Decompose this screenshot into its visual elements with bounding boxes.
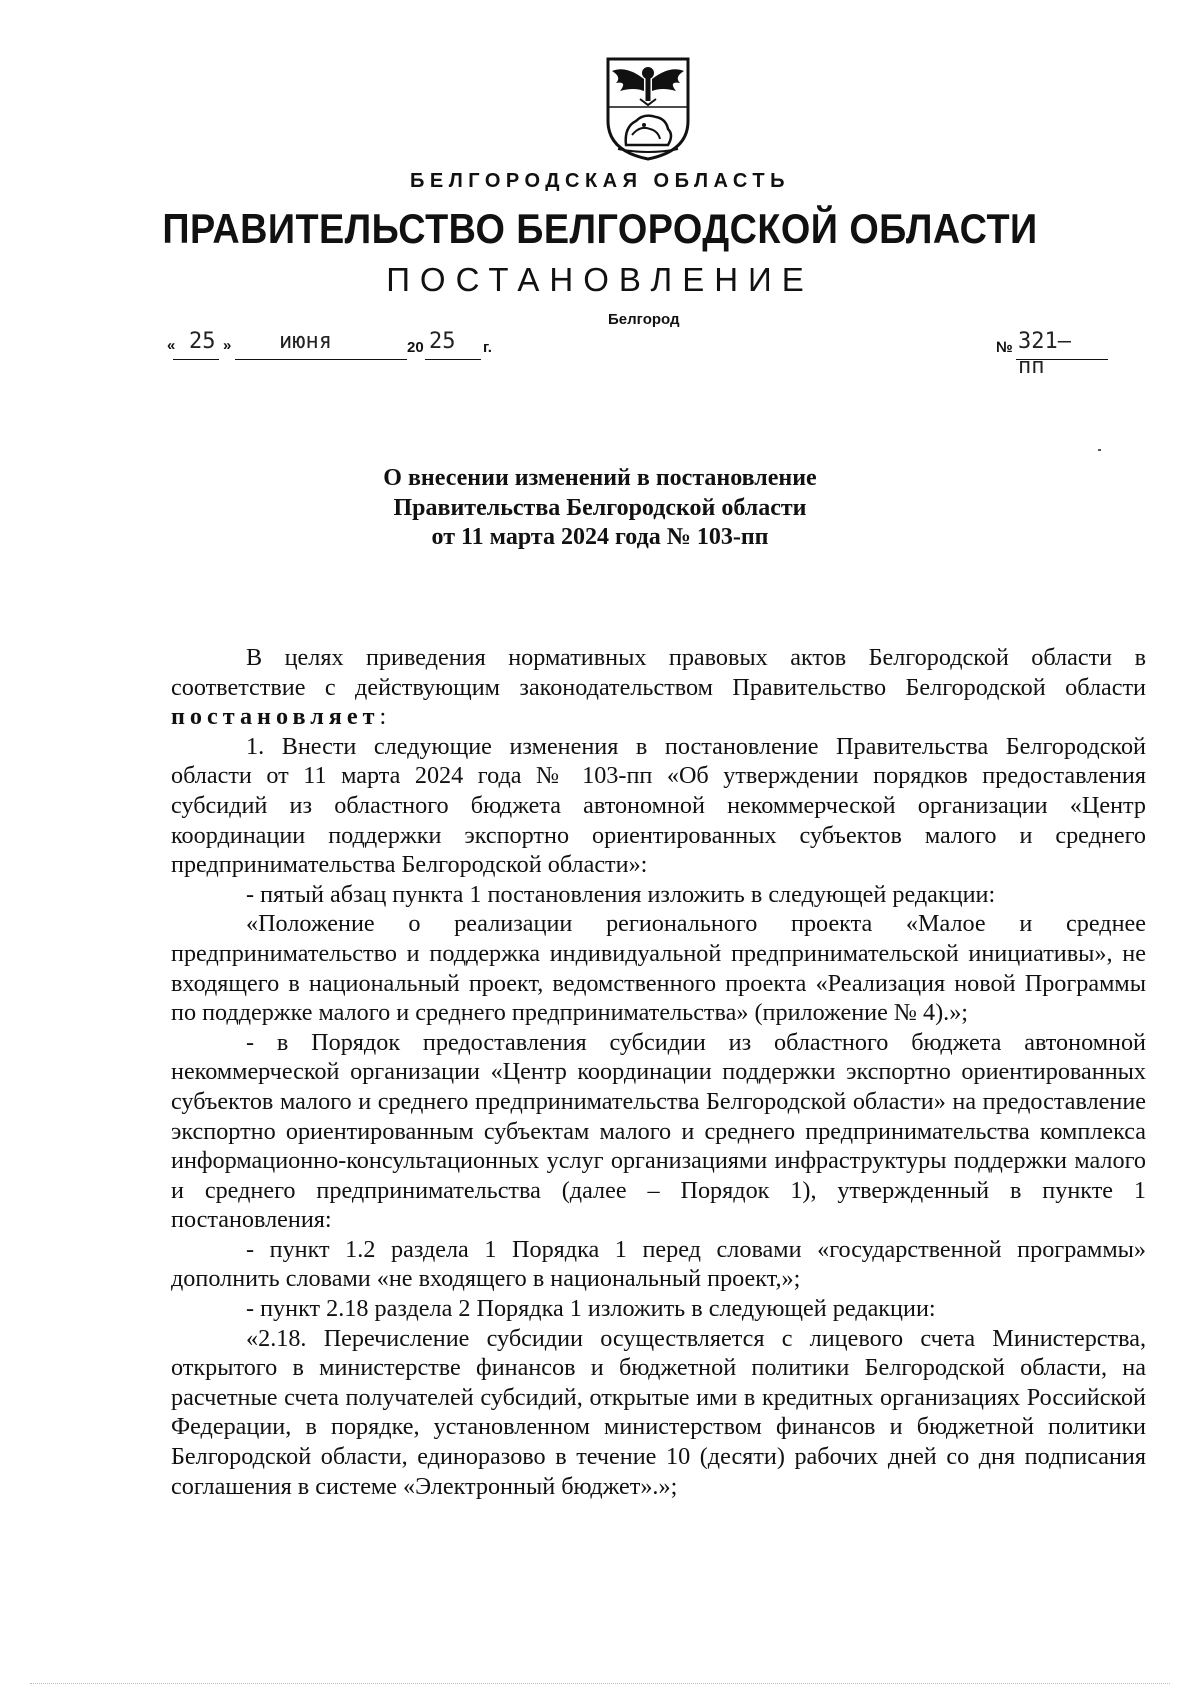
document-type: ПОСТАНОВЛЕНИЕ	[386, 261, 814, 298]
scan-mark	[1098, 449, 1101, 451]
date-quote-open: «	[167, 337, 176, 354]
document-subject	[0, 464, 1200, 553]
date-month-underline	[235, 359, 407, 360]
government-title: ПРАВИТЕЛЬСТВО БЕЛГОРОДСКОЙ ОБЛАСТИ	[162, 205, 1038, 252]
date-month: июня	[279, 329, 332, 354]
region-label: БЕЛГОРОДСКАЯ ОБЛАСТЬ	[410, 170, 790, 192]
date-year-suffix: 25	[429, 329, 456, 354]
preamble-text: В целях приведения нормативных правовых актов Белгородской области в соответствие с действующим законодательством Правительство Белгородской области	[171, 644, 1146, 701]
number-label: №	[996, 339, 1013, 356]
resolves-word: постановляет	[171, 703, 380, 731]
scan-edge-line	[30, 1683, 1170, 1684]
subject-line-1: О внесении изменений в постановление	[383, 465, 817, 491]
paragraph-preamble	[171, 643, 1146, 732]
paragraph-quote-1: «Положение о реализации регионального проекта «Малое и среднее предпринимательство и поддержка индивидуальной предпринимательской инициативы», не входящего в национальный проект, ведомственного проекта «Реализация новой Программы по поддержке малого и среднего предпринимательства» (приложение № 4).»;	[171, 910, 1146, 1027]
paragraph-amendment-2: - в Порядок предоставления субсидии из областного бюджета автономной некоммерческой организации «Центр координации поддержки экспортно ориентированных субъектов малого и среднего предпринимательства Белгородской области» на предоставление экспортно ориентированным субъектам малого и среднего предпринимательства комплекса информационно-консультационных услуг организациями инфраструктуры поддержки малого и среднего предпринимательства (далее – Порядок 1), утвержденный в пункте 1 постановления:	[171, 1028, 1146, 1234]
paragraph-amendment-4: - пункт 2.18 раздела 2 Порядка 1 изложить в следующей редакции:	[246, 1295, 936, 1323]
number-underline	[1016, 359, 1108, 360]
date-quote-close: »	[223, 337, 232, 354]
date-year-prefix: 20	[407, 339, 424, 356]
subject-line-2: Правительства Белгородской области	[393, 494, 807, 521]
number-value: 321–пп	[1018, 329, 1071, 379]
date-day: 25	[189, 329, 216, 354]
paragraph-quote-2: «2.18. Перечисление субсидии осуществляется с лицевого счета Министерства, открытого в министерстве финансов и бюджетной политики Белгородской области, на расчетные счета получателей субсидий, открытые ими в кредитных организациях Российской Федерации, в порядке, установленном министерством финансов и бюджетной политики Белгородской области, единоразово в течение 10 (десяти) рабочих дней со дня подписания соглашения в системе «Электронный бюджет».»;	[171, 1324, 1146, 1500]
subject-line-3: от 11 марта 2024 года № 103-пп	[431, 524, 769, 550]
preamble-end: :	[379, 703, 387, 731]
paragraph-item-1: 1. Внести следующие изменения в постановление Правительства Белгородской области от 11 марта 2024 года № 103-пп «Об утверждении порядков предоставления субсидий из областного бюджета автономной некоммерческой организации «Центр координации поддержки экспортно ориентированных субъектов малого и среднего предпринимательства Белгородской области»:	[171, 732, 1146, 879]
paragraph-amendment-1: - пятый абзац пункта 1 постановления изложить в следующей редакции:	[246, 880, 996, 908]
date-year-mark: г.	[483, 339, 492, 356]
date-year-underline	[425, 359, 481, 360]
date-day-underline	[173, 359, 219, 360]
city-label: Белгород	[608, 311, 680, 328]
coat-of-arms-icon	[604, 55, 692, 163]
paragraph-amendment-3: - пункт 1.2 раздела 1 Порядка 1 перед словами «государственной программы» дополнить словами «не входящего в национальный проект,»;	[171, 1235, 1146, 1293]
document-body	[171, 643, 1146, 1501]
